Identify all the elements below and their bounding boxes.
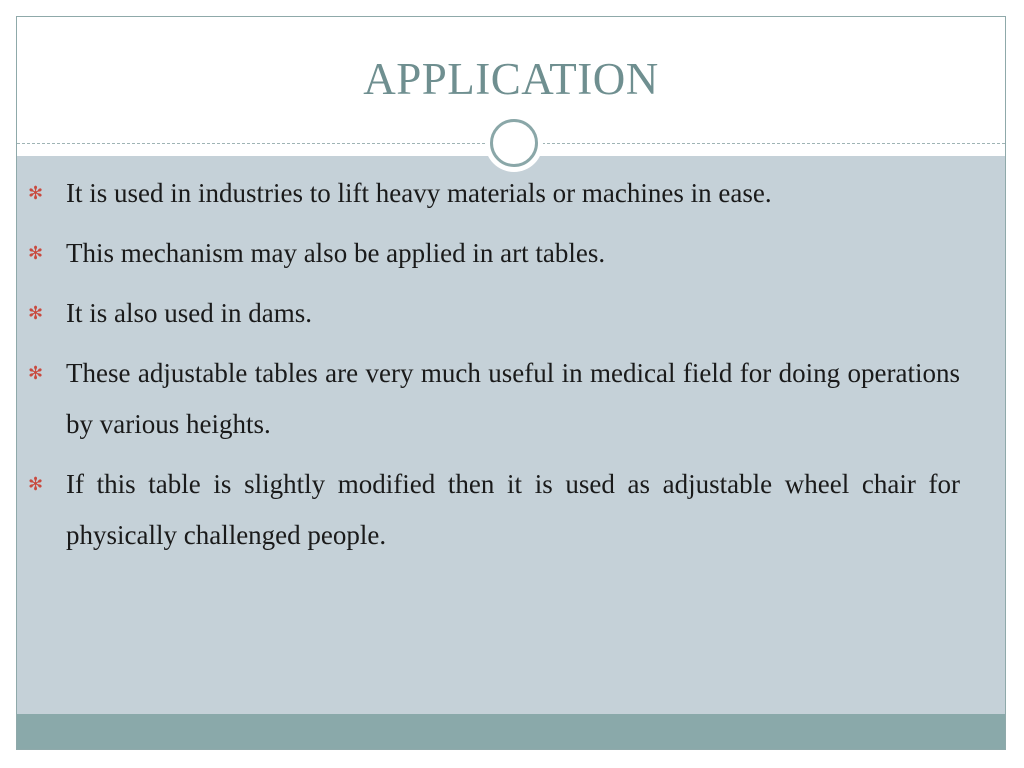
list-item bbox=[28, 228, 960, 279]
asterisk-bullet-icon: ✻ bbox=[28, 303, 44, 323]
bullet-text: These adjustable tables are very much useful in medical field for doing operations by various heights. bbox=[66, 358, 960, 439]
asterisk-bullet-icon: ✻ bbox=[28, 363, 44, 383]
list-item bbox=[28, 348, 960, 450]
asterisk-bullet-icon: ✻ bbox=[28, 474, 44, 494]
asterisk-bullet-icon: ✻ bbox=[28, 243, 44, 263]
asterisk-bullet-icon: ✻ bbox=[28, 183, 44, 203]
bullet-text: This mechanism may also be applied in art tables. bbox=[66, 238, 606, 268]
footer-bar bbox=[17, 714, 1005, 749]
bullet-text: If this table is slightly modified then it is used as adjustable wheel chair for physically challenged people. bbox=[66, 469, 960, 550]
bullet-list bbox=[28, 168, 960, 570]
circle-ornament bbox=[485, 114, 543, 172]
bullet-text: It is used in industries to lift heavy materials or machines in ease. bbox=[66, 178, 772, 208]
bullet-text: It is also used in dams. bbox=[66, 298, 312, 328]
list-item bbox=[28, 459, 960, 561]
slide-title: APPLICATION bbox=[363, 54, 659, 104]
ring-icon bbox=[490, 119, 538, 167]
list-item bbox=[28, 168, 960, 219]
list-item bbox=[28, 288, 960, 339]
